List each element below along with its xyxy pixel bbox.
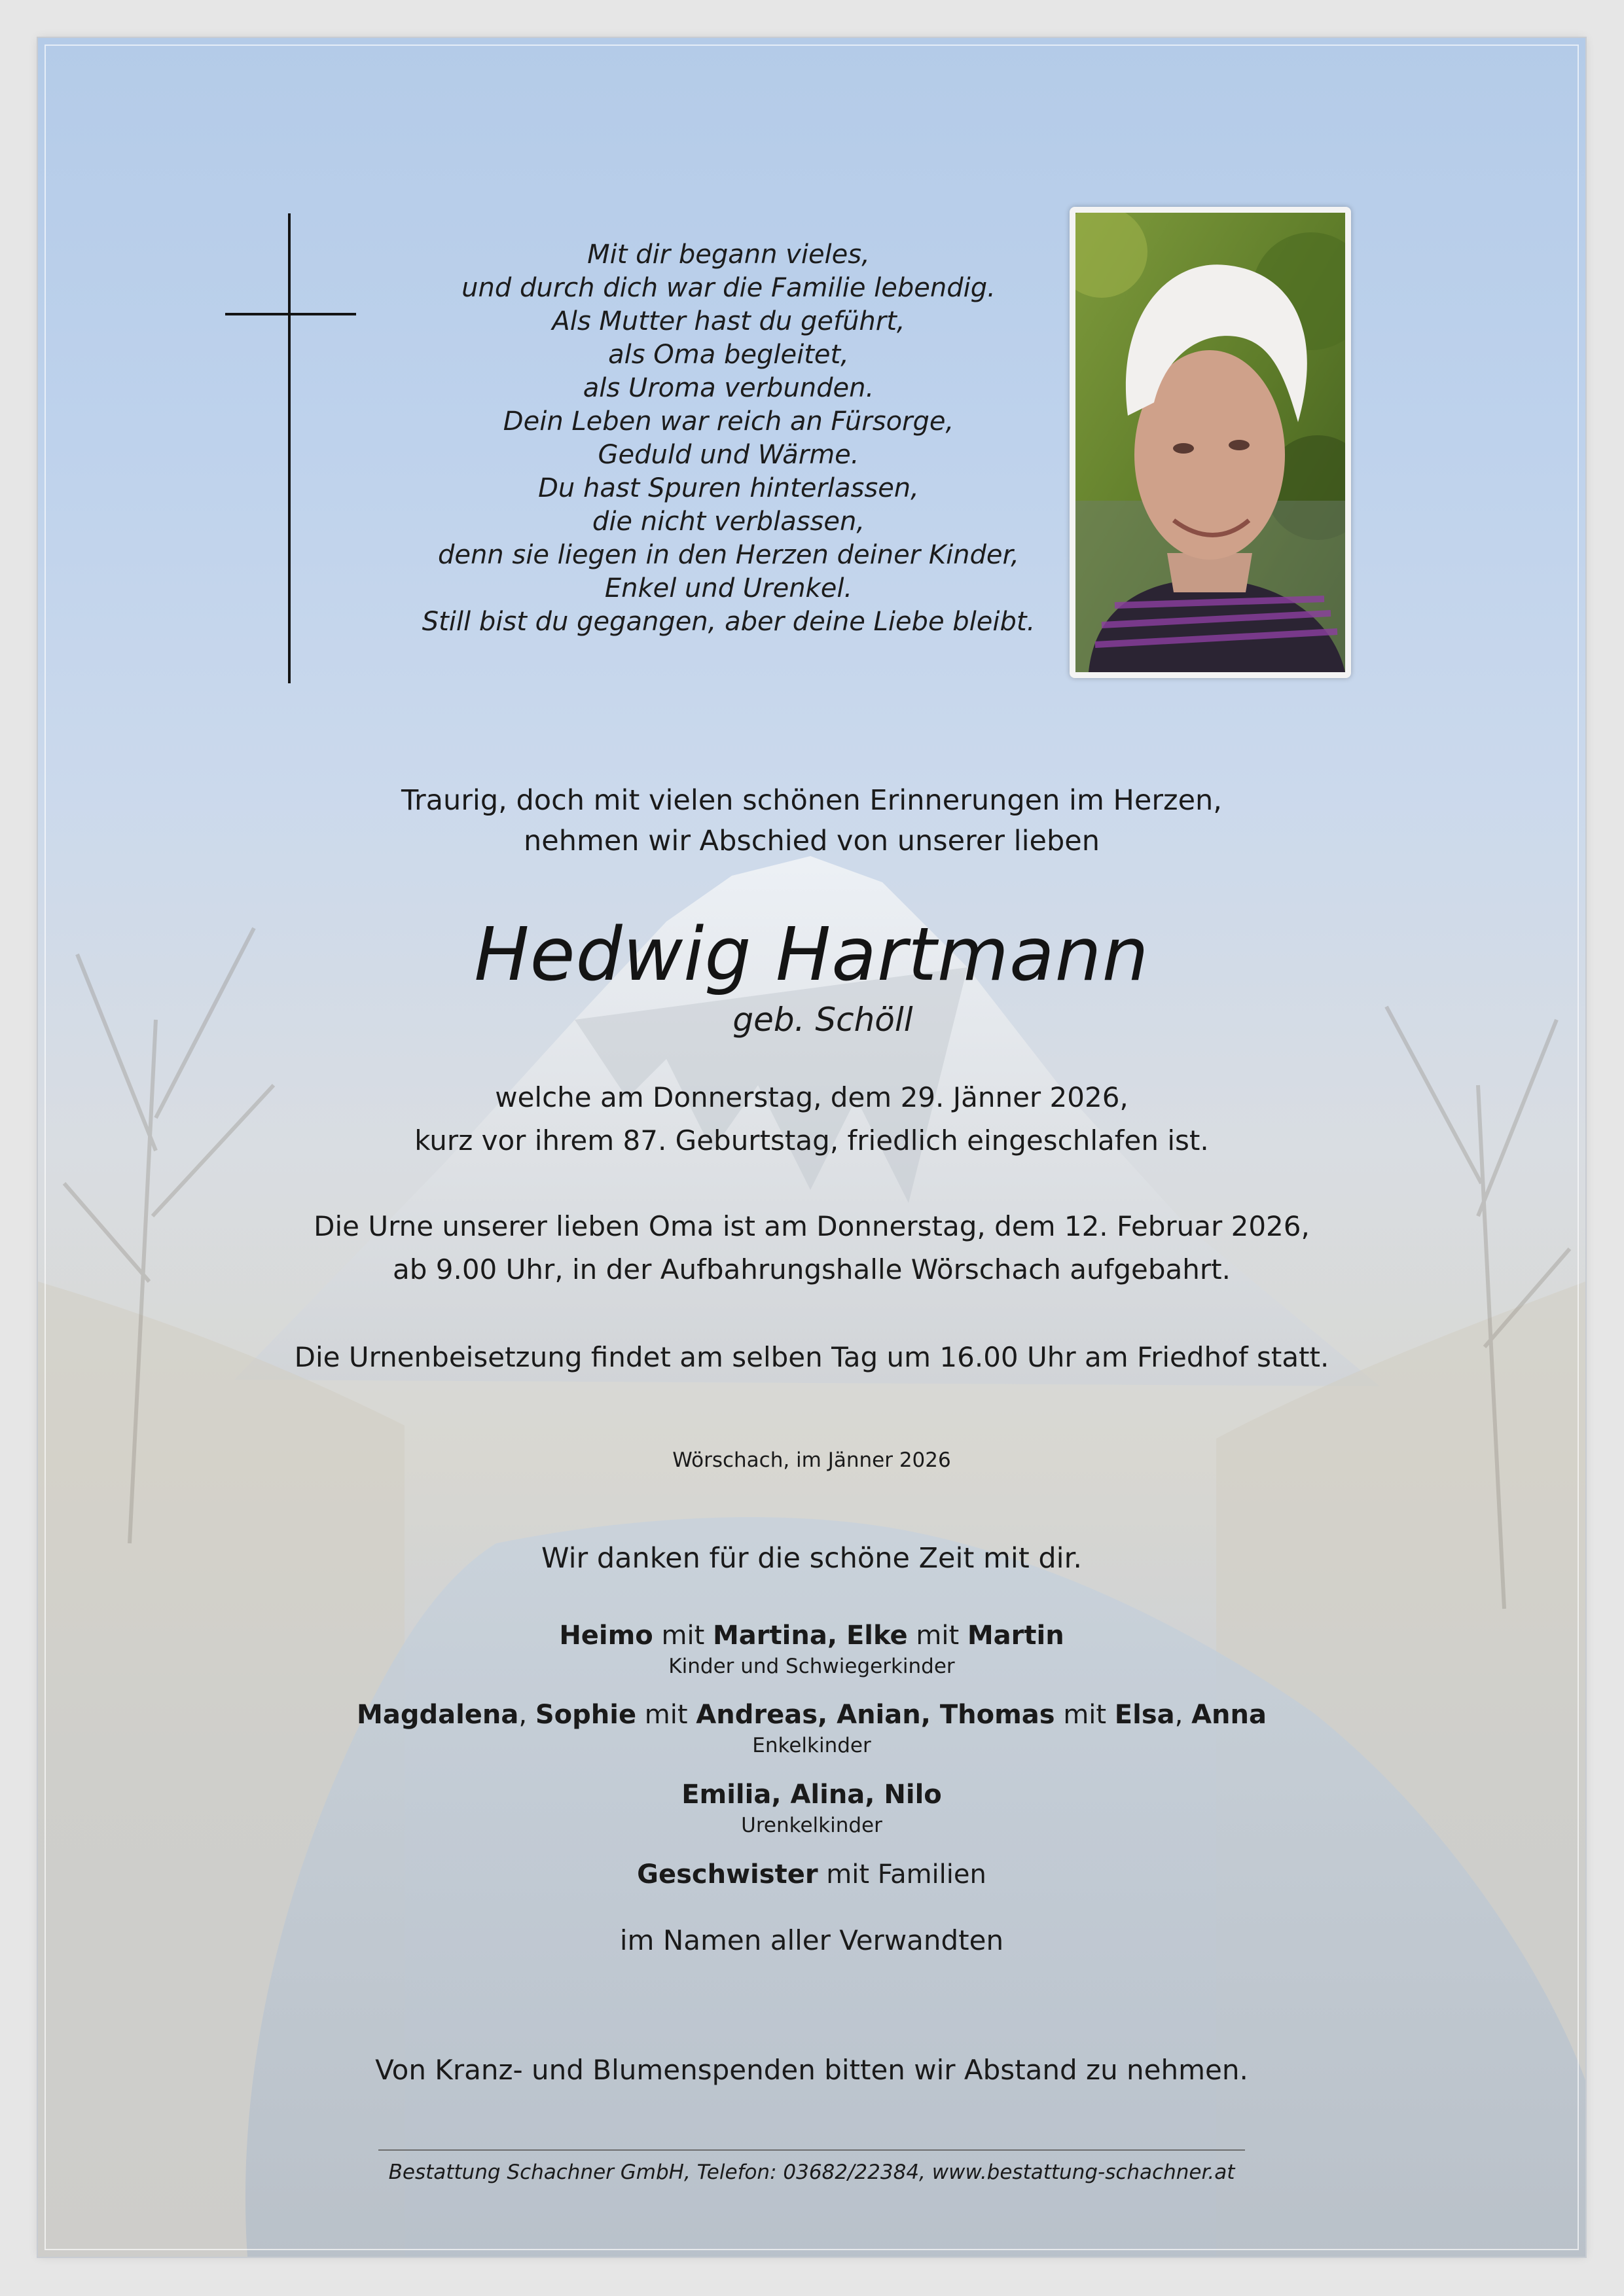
thanks-text: Wir danken für die schöne Zeit mit dir. (541, 1542, 1082, 1575)
viewing-line: ab 9.00 Uhr, in der Aufbahrungshalle Wörschach aufgebahrt. (393, 1253, 1231, 1285)
relative-name: Magdalena (357, 1700, 519, 1730)
poem-line: und durch dich war die Familie lebendig. (461, 273, 996, 303)
obituary-sheet (38, 38, 1585, 2257)
portrait-image (1075, 213, 1345, 672)
passing-text (38, 1076, 1585, 1162)
great-grandchildren-names (38, 1776, 1585, 1813)
relative-name: Sophie (535, 1700, 637, 1730)
relative-name: Andreas, Anian, Thomas (696, 1700, 1055, 1730)
cross-icon-bar (225, 313, 356, 315)
separator: , (518, 1700, 528, 1730)
relative-name: Heimo (559, 1621, 653, 1651)
grandchildren-role: Enkelkinder (752, 1734, 871, 1757)
relative-name: Geschwister (637, 1859, 818, 1890)
poem-line: die nicht verblassen, (592, 507, 865, 537)
connector-word: mit (916, 1621, 960, 1651)
connector-word: mit Familien (826, 1859, 986, 1890)
poem-line: denn sie liegen in den Herzen deiner Kinder, (437, 540, 1020, 570)
poem-line: Geduld und Wärme. (598, 440, 859, 470)
children-role: Kinder und Schwiegerkinder (668, 1655, 955, 1678)
great-grandchildren-role: Urenkelkinder (741, 1814, 882, 1837)
relative-name: Martin (967, 1621, 1064, 1651)
place-date: Wörschach, im Jänner 2026 (672, 1448, 951, 1472)
poem-line: Dein Leben war reich an Fürsorge, (503, 406, 954, 437)
viewing-line: Die Urne unserer lieben Oma ist am Donnerstag, dem 12. Februar 2026, (314, 1210, 1310, 1242)
passing-line: kurz vor ihrem 87. Geburtstag, friedlich eingeschlafen ist. (414, 1124, 1209, 1157)
intro-text (38, 780, 1585, 861)
separator: , (1174, 1700, 1183, 1730)
deceased-name: Hedwig Hartmann (474, 912, 1149, 997)
relative-name: Martina, Elke (713, 1621, 908, 1651)
burial-text: Die Urnenbeisetzung findet am selben Tag um 16.00 Uhr am Friedhof statt. (294, 1341, 1329, 1373)
connector-word: mit (1063, 1700, 1107, 1730)
poem-line: Mit dir begann vieles, (587, 240, 870, 270)
footer-divider (378, 2149, 1245, 2151)
donation-request: Von Kranz- und Blumenspenden bitten wir Abstand zu nehmen. (375, 2054, 1248, 2086)
maiden-name: geb. Schöll (732, 1001, 913, 1039)
poem-line: als Oma begleitet, (608, 340, 849, 370)
children-names (38, 1617, 1585, 1654)
poem (365, 238, 1092, 639)
viewing-text (38, 1205, 1585, 1291)
intro-line: nehmen wir Abschied von unserer lieben (524, 825, 1100, 857)
relative-name: Emilia, Alina, Nilo (681, 1780, 942, 1810)
grandchildren-names (38, 1696, 1585, 1733)
on-behalf-text: im Namen aller Verwandten (619, 1924, 1004, 1956)
intro-line: Traurig, doch mit vielen schönen Erinnerungen im Herzen, (401, 784, 1222, 817)
relative-name: Anna (1191, 1700, 1267, 1730)
portrait-photo (1070, 207, 1351, 678)
poem-line: Du hast Spuren hinterlassen, (538, 473, 919, 503)
poem-line: Als Mutter hast du geführt, (552, 306, 905, 336)
poem-line: Enkel und Urenkel. (604, 573, 853, 603)
connector-word: mit (661, 1621, 705, 1651)
connector-word: mit (644, 1700, 688, 1730)
poem-line: Still bist du gegangen, aber deine Liebe bleibt. (422, 607, 1036, 637)
relative-name: Elsa (1114, 1700, 1175, 1730)
funeral-home-footer: Bestattung Schachner GmbH, Telefon: 03682/22384, www.bestattung-schachner.at (388, 2161, 1235, 2184)
poem-line: als Uroma verbunden. (583, 373, 875, 403)
siblings-names (38, 1856, 1585, 1893)
passing-line: welche am Donnerstag, dem 29. Jänner 2026, (495, 1081, 1128, 1113)
cross-icon (288, 213, 291, 683)
